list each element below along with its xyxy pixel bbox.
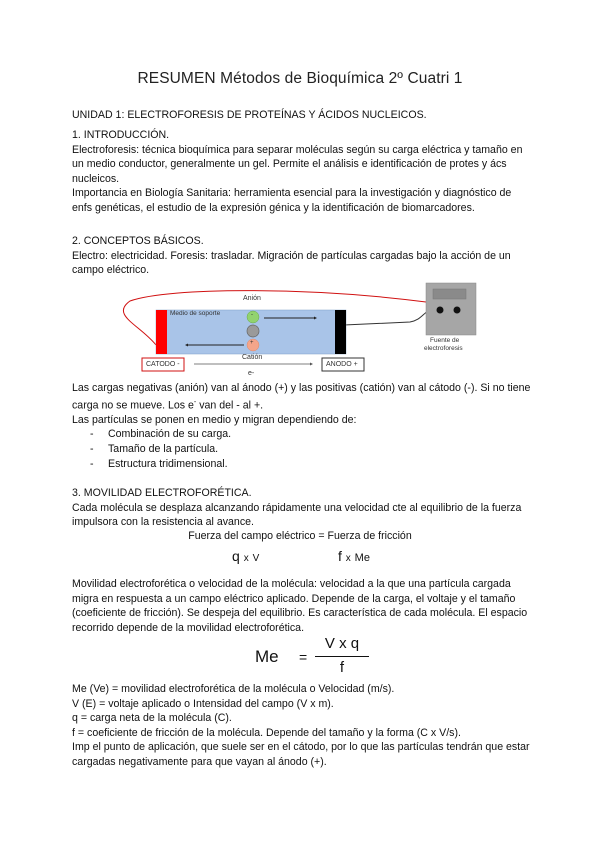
section-heading: 3. MOVILIDAD ELECTROFORÉTICA. bbox=[72, 487, 252, 499]
text-span: Las cargas negativas (anión) van al ánodo (+) y las positivas (catión) van al cátodo (-). Si no tiene carga no se mueve. Los e bbox=[72, 382, 531, 412]
anode-label: ANODO + bbox=[326, 361, 358, 368]
neutral-particle bbox=[247, 325, 259, 337]
cation-label: Catión bbox=[242, 354, 263, 361]
anion-particle bbox=[247, 311, 259, 323]
eq-symbol: x bbox=[345, 553, 351, 564]
paragraph: Electro: electricidad. Foresis: trasladar. Migración de partículas cargadas bajo la acción de un campo eléctrico. bbox=[72, 249, 511, 277]
list-item: - Combinación de su carga. bbox=[72, 427, 532, 442]
paragraph: Las partículas se ponen en medio y migran dependiendo de: bbox=[72, 413, 357, 426]
formula-equals: = bbox=[299, 649, 308, 665]
paragraph: Electroforesis: técnica bioquímica para separar moléculas según su carga eléctrica y tamaño en un medio conductor, generalmente un gel. Permite el análisis e identificación de protes y ács nucleicos. bbox=[72, 143, 523, 185]
power-source-knob bbox=[454, 307, 461, 314]
eq-symbol: V bbox=[252, 553, 260, 564]
fraction-bar bbox=[315, 656, 369, 657]
eq-symbol: q bbox=[232, 548, 240, 564]
section-introduction bbox=[72, 128, 532, 216]
cation-sign: + bbox=[250, 340, 254, 346]
friction-force-expression bbox=[338, 548, 370, 564]
anion-sign: - bbox=[251, 312, 253, 318]
eq-symbol: f bbox=[338, 548, 342, 564]
definition-line: f = coeficiente de fricción de la molécula. Depende del tamaño y la forma (C x V/s). bbox=[72, 726, 461, 739]
section-basic-concepts bbox=[72, 234, 532, 278]
anion-label: Anión bbox=[243, 295, 261, 302]
formula-numerator: V x q bbox=[324, 635, 360, 652]
paragraph bbox=[72, 381, 532, 413]
unit-heading: UNIDAD 1: ELECTROFORESIS DE PROTEÍNAS Y ÁCIDOS NUCLEICOS. bbox=[72, 109, 427, 121]
paragraph: Movilidad electroforética o velocidad de la molécula: velocidad a la que una partícula cargada migra en respuesta a un campo eléctrico aplicado. Depende de la carga, el voltaje y el tamaño (coeficiente de fricción). Se despeja del equilibrio. Es característica de cada molécula. El espacio recorrido depende de la movilidad electroforética. bbox=[72, 578, 528, 634]
definition-line: Me (Ve) = movilidad electroforética de la molécula o Velocidad (m/s). bbox=[72, 683, 395, 695]
anode-electrode bbox=[335, 310, 346, 354]
paragraph: Importancia en Biología Sanitaria: herramienta esencial para la investigación y diagnóstico de enfs genéticas, el estudio de la expresión génica y la identificación de biomarcadores. bbox=[72, 187, 512, 214]
cathode-electrode bbox=[156, 310, 167, 354]
formula-definitions bbox=[72, 682, 532, 770]
paragraph: Imp el punto de aplicación, que suele ser en el cátodo, por lo que las partículas tendrán que estar cargadas negativamente para que vayan al ánodo (+). bbox=[72, 741, 530, 768]
definition-line: V (E) = voltaje aplicado o Intensidad del campo (V x m). bbox=[72, 697, 334, 710]
superscript: - bbox=[193, 398, 197, 406]
eq-symbol: x bbox=[243, 553, 249, 564]
mobility-formula bbox=[255, 635, 375, 683]
force-equation-words: Fuerza del campo eléctrico = Fuerza de fricción bbox=[188, 530, 412, 542]
diagram-svg bbox=[110, 275, 490, 385]
electrophoresis-diagram bbox=[110, 275, 490, 385]
list-item: - Tamaño de la partícula. bbox=[72, 442, 532, 457]
section-electrophoretic-mobility bbox=[72, 486, 532, 530]
paragraph: Cada molécula se desplaza alcanzando rápidamente una velocidad cte al equilibrio de la fuerza impulsora con la resistencia al avance. bbox=[72, 501, 522, 529]
eq-symbol: Me bbox=[354, 552, 370, 564]
black-wire bbox=[344, 311, 428, 325]
factors-list bbox=[72, 427, 532, 471]
electric-force-expression bbox=[232, 548, 259, 564]
document-title: RESUMEN Métodos de Bioquímica 2º Cuatri 1 bbox=[137, 70, 463, 87]
section-heading: 1. INTRODUCCIÓN. bbox=[72, 129, 170, 141]
mobility-description bbox=[72, 577, 532, 635]
power-source-display bbox=[433, 289, 466, 299]
power-source-knob bbox=[437, 307, 444, 314]
list-item: - Estructura tridimensional. bbox=[72, 457, 532, 472]
cathode-label: CATODO - bbox=[146, 361, 180, 368]
formula-denominator: f bbox=[339, 659, 345, 676]
definition-line: q = carga neta de la molécula (C). bbox=[72, 712, 232, 725]
section-heading: 2. CONCEPTOS BÁSICOS. bbox=[72, 235, 204, 247]
electron-label: e- bbox=[248, 370, 255, 377]
text-span: van del - al +. bbox=[196, 399, 264, 412]
formula-lhs: Me bbox=[255, 647, 279, 666]
source-label-1: Fuente de bbox=[430, 337, 460, 344]
section-basic-concepts-continued bbox=[72, 381, 532, 471]
medium-label: Medio de soporte bbox=[170, 310, 221, 317]
source-label-2: electroforesis bbox=[424, 345, 463, 352]
